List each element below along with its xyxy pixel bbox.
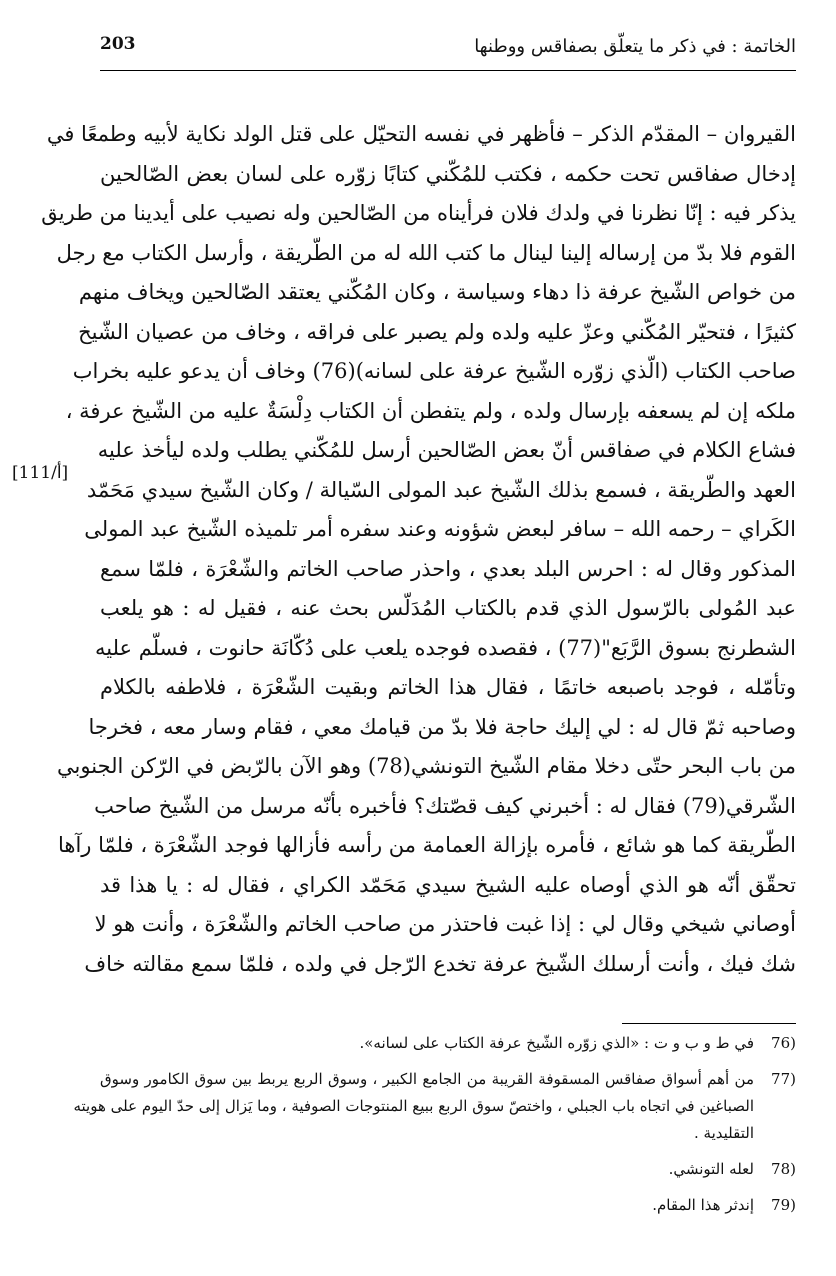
footnote-77 [73,1066,796,1147]
footnote-79 [100,1192,796,1219]
footnote-number: 76) [771,1034,796,1052]
footnote-number: 79) [771,1196,796,1214]
footnote-text: إندثر هذا المقام. [652,1196,754,1214]
text-line: وتأمّله ، فوجد باصبعه خاتمًا ، فقال هذا الخاتم وبقيت الشّعْرَة ، فلاطفه بالكلام [100,675,796,699]
footnotes [73,1030,796,1228]
text-line: من باب البحر حتّى دخلا مقام الشّيخ التونشي(78) وهو الآن بالرّبض في الرّكن الجنوبي [57,754,796,778]
text-line: القيروان – المقدّم الذكر – فأظهر في نفسه التحيّل على قتل الولد نكاية لأبيه وطمعًا في [46,122,796,146]
main-text [41,115,796,984]
footnote-78 [100,1156,796,1183]
text-line: أوصاني شيخي وقال لي : إذا غبت فاحتذر من صاحب الخاتم والشّعْرَة ، وأنت هو لا [94,912,796,936]
text-line: القوم فلا بدّ من إرساله إلينا لينال ما كتب الله له من الطّريقة ، وأرسل الكتاب مع رجل [56,240,796,265]
page-number: 203 [100,34,136,54]
text-line: المذكور وقال له : احرس البلد بعدي ، واحذر صاحب الخاتم والشّعْرَة ، فلمّا سمع [100,556,796,581]
text-line: تحقّق أنّه هو الذي أوصاه عليه الشيخ سيدي مَحَمّد الكراي ، فقال له : يا هذا قد [100,872,796,897]
text-line: وصاحبه ثمّ قال له : لي إليك حاجة فلا بدّ من قيامك معي ، فقام وسار معه ، فخرجا [88,714,796,739]
footnote-76 [100,1030,796,1057]
footnote-text: لعله التونشي. [668,1160,754,1178]
footnote-text: التقليدية . [694,1124,754,1142]
footnote-number: 77) [771,1070,796,1088]
text-line: يذكر فيه : إنّا نظرنا في ولدك فلان فرأيناه من الصّالحين وله نصيب على أيدينا من طريق [41,201,796,225]
footnote-text: من أهم أسواق صفاقس المسقوفة القريبة من الجامع الكبير ، وسوق الربع يربط بين سوق الكامور وسوق [100,1070,754,1088]
text-line: إدخال صفاقس تحت حكمه ، فكتب للمُكّني كتابًا زوّره على لسان بعض الصّالحين [100,161,796,186]
text-line: عبد المُولى بالرّسول الذي قدم بالكتاب المُدَلّس بحث عنه ، فقيل له : هو يلعب [100,596,796,620]
page-header [100,30,796,71]
footnote-text: الصباغين في اتجاه باب الجبلي ، واختصّ سوق الربع ببيع المنتوجات الصوفية ، وما يَزال إلى حدّ اليوم على هويته [73,1097,754,1115]
text-line: العهد والطّريقة ، فسمع بذلك الشّيخ عبد المولى السّيالة / وكان الشّيخ سيدي مَحَمّد [86,477,796,502]
footnote-separator [622,1023,796,1024]
text-line: فشاع الكلام في صفاقس أنّ بعض الصّالحين أرسل للمُكّني يطلب ولده ليأخذ عليه [97,438,796,462]
text-line: ملكه إن لم يسعفه بإرسال ولده ، ولم يتفطن أن الكتاب دِلْسَةٌ عليه من الشّيخ عرفة ، [65,398,796,423]
text-line: الطّريقة كما هو شائع ، فأمره بإزالة العمامة من رأسه فأزالها فوجد الشّعْرَة ، فلمّا رآها [57,833,796,857]
text-line: شك فيك ، وأنت أرسلك الشّيخ عرفة تخدع الرّجل في ولده ، فلمّا سمع مقالته خاف [84,951,796,976]
footnote-text: في ط و ب و ت : «الذي زوّره الشّيخ عرفة الكتاب على لسانه». [359,1034,754,1052]
manuscript-folio-marker: [111/أ] [12,463,69,483]
text-line: كثيرًا ، فتحيّر المُكّني وعزّ عليه ولده ولم يصبر على فراقه ، وخاف من عصيان الشّيخ [78,319,796,344]
footnote-number: 78) [771,1160,796,1178]
text-line: الشطرنج بسوق الرَّبَع"(77) ، فقصده فوجده يلعب على دُكّانَة حانوت ، فسلّم عليه [95,635,796,660]
text-line: الكَراي – رحمه الله – سافر لبعض شؤونه وعند سفره أمر تلميذه الشّيخ عبد المولى [84,517,796,541]
text-line: من خواص الشّيخ عرفة ذا دهاء وسياسة ، وكان المُكّني يعتقد الصّالحين ويخاف منهم [78,280,796,304]
text-line: صاحب الكتاب (الّذي زوّره الشّيخ عرفة على لسانه)(76) وخاف أن يدعو عليه بخراب [72,359,796,383]
running-title: الخاتمة : في ذكر ما يتعلّق بصفاقس ووطنها [474,36,796,57]
text-line: الشّرقي(79) فقال له : أخبرني كيف قصّتك؟ فأخبره بأنّه مرسل من الشّيخ صاحب [94,793,796,818]
